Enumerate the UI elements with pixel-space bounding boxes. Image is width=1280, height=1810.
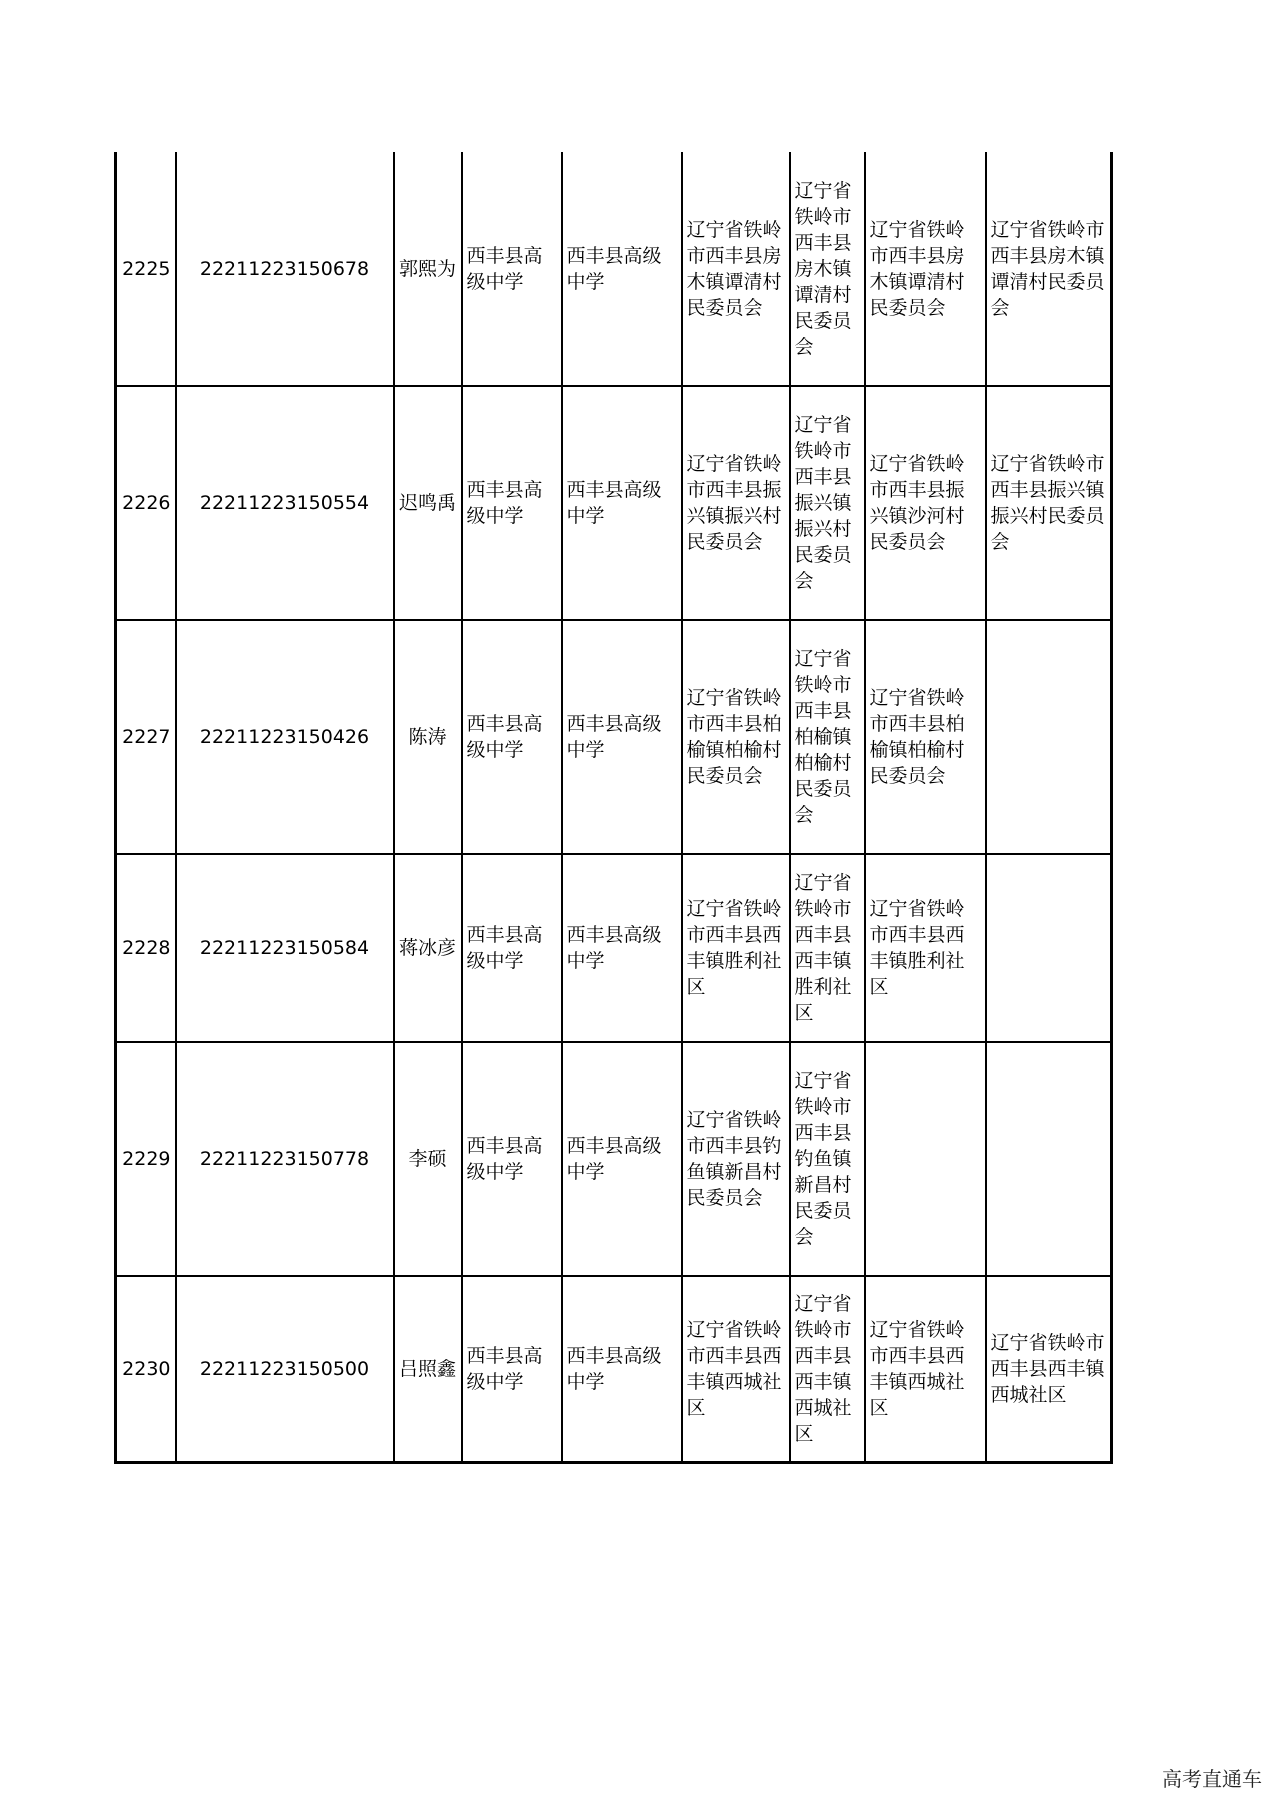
- seq-cell: 2226: [116, 386, 176, 620]
- address-cell: 辽宁省铁岭市西丰县振兴镇振兴村民委员会: [986, 386, 1112, 620]
- id-cell: 22211223150500: [176, 1276, 394, 1462]
- watermark-text: 高考直通车: [1162, 1767, 1262, 1791]
- address-cell: 辽宁省铁岭市西丰县西丰镇西城社区: [986, 1276, 1112, 1462]
- table-row: [116, 386, 1112, 620]
- address-cell: [865, 1042, 986, 1276]
- address-cell: 辽宁省铁岭市西丰县钓鱼镇新昌村民委员会: [682, 1042, 790, 1276]
- table-row: [116, 1042, 1112, 1276]
- seq-cell: 2228: [116, 854, 176, 1042]
- address-cell: 辽宁省铁岭市西丰县柏榆镇柏榆村民委员会: [865, 620, 986, 854]
- address-cell: 辽宁省铁岭市西丰县柏榆镇柏榆村民委员会: [682, 620, 790, 854]
- address-cell: [986, 854, 1112, 1042]
- address-cell: 辽宁省铁岭市西丰县振兴镇沙河村民委员会: [865, 386, 986, 620]
- roster-table-container: [114, 152, 1110, 1464]
- id-cell: 22211223150584: [176, 854, 394, 1042]
- school2-cell: 西丰县高级中学: [562, 1042, 682, 1276]
- school2-cell: 西丰县高级中学: [562, 1276, 682, 1462]
- address-cell: 辽宁省铁岭市西丰县房木镇谭清村民委员会: [682, 152, 790, 386]
- address-cell: 辽宁省铁岭市西丰县柏榆镇柏榆村民委员会: [790, 620, 865, 854]
- seq-cell: 2225: [116, 152, 176, 386]
- name-cell: 郭熙为: [394, 152, 462, 386]
- address-cell: [986, 620, 1112, 854]
- address-cell: 辽宁省铁岭市西丰县钓鱼镇新昌村民委员会: [790, 1042, 865, 1276]
- id-cell: 22211223150778: [176, 1042, 394, 1276]
- address-cell: 辽宁省铁岭市西丰县振兴镇振兴村民委员会: [790, 386, 865, 620]
- address-cell: 辽宁省铁岭市西丰县西丰镇胜利社区: [682, 854, 790, 1042]
- seq-cell: 2230: [116, 1276, 176, 1462]
- name-cell: 吕照鑫: [394, 1276, 462, 1462]
- table-row: [116, 152, 1112, 386]
- school2-cell: 西丰县高级中学: [562, 620, 682, 854]
- address-cell: 辽宁省铁岭市西丰县西丰镇西城社区: [682, 1276, 790, 1462]
- seq-cell: 2229: [116, 1042, 176, 1276]
- school-cell: 西丰县高级中学: [462, 620, 562, 854]
- name-cell: 迟鸣禹: [394, 386, 462, 620]
- id-cell: 22211223150554: [176, 386, 394, 620]
- name-cell: 蒋冰彦: [394, 854, 462, 1042]
- school-cell: 西丰县高级中学: [462, 152, 562, 386]
- school-cell: 西丰县高级中学: [462, 386, 562, 620]
- address-cell: 辽宁省铁岭市西丰县房木镇谭清村民委员会: [790, 152, 865, 386]
- school-cell: 西丰县高级中学: [462, 854, 562, 1042]
- table-row: [116, 1276, 1112, 1462]
- address-cell: 辽宁省铁岭市西丰县西丰镇西城社区: [790, 1276, 865, 1462]
- name-cell: 陈涛: [394, 620, 462, 854]
- table-row: [116, 620, 1112, 854]
- roster-table: [114, 152, 1113, 1464]
- school2-cell: 西丰县高级中学: [562, 386, 682, 620]
- address-cell: 辽宁省铁岭市西丰县振兴镇振兴村民委员会: [682, 386, 790, 620]
- name-cell: 李硕: [394, 1042, 462, 1276]
- address-cell: 辽宁省铁岭市西丰县房木镇谭清村民委员会: [986, 152, 1112, 386]
- id-cell: 22211223150426: [176, 620, 394, 854]
- address-cell: 辽宁省铁岭市西丰县西丰镇西城社区: [865, 1276, 986, 1462]
- school2-cell: 西丰县高级中学: [562, 152, 682, 386]
- table-row: [116, 854, 1112, 1042]
- school2-cell: 西丰县高级中学: [562, 854, 682, 1042]
- school-cell: 西丰县高级中学: [462, 1276, 562, 1462]
- address-cell: [986, 1042, 1112, 1276]
- school-cell: 西丰县高级中学: [462, 1042, 562, 1276]
- seq-cell: 2227: [116, 620, 176, 854]
- address-cell: 辽宁省铁岭市西丰县房木镇谭清村民委员会: [865, 152, 986, 386]
- address-cell: 辽宁省铁岭市西丰县西丰镇胜利社区: [790, 854, 865, 1042]
- id-cell: 22211223150678: [176, 152, 394, 386]
- address-cell: 辽宁省铁岭市西丰县西丰镇胜利社区: [865, 854, 986, 1042]
